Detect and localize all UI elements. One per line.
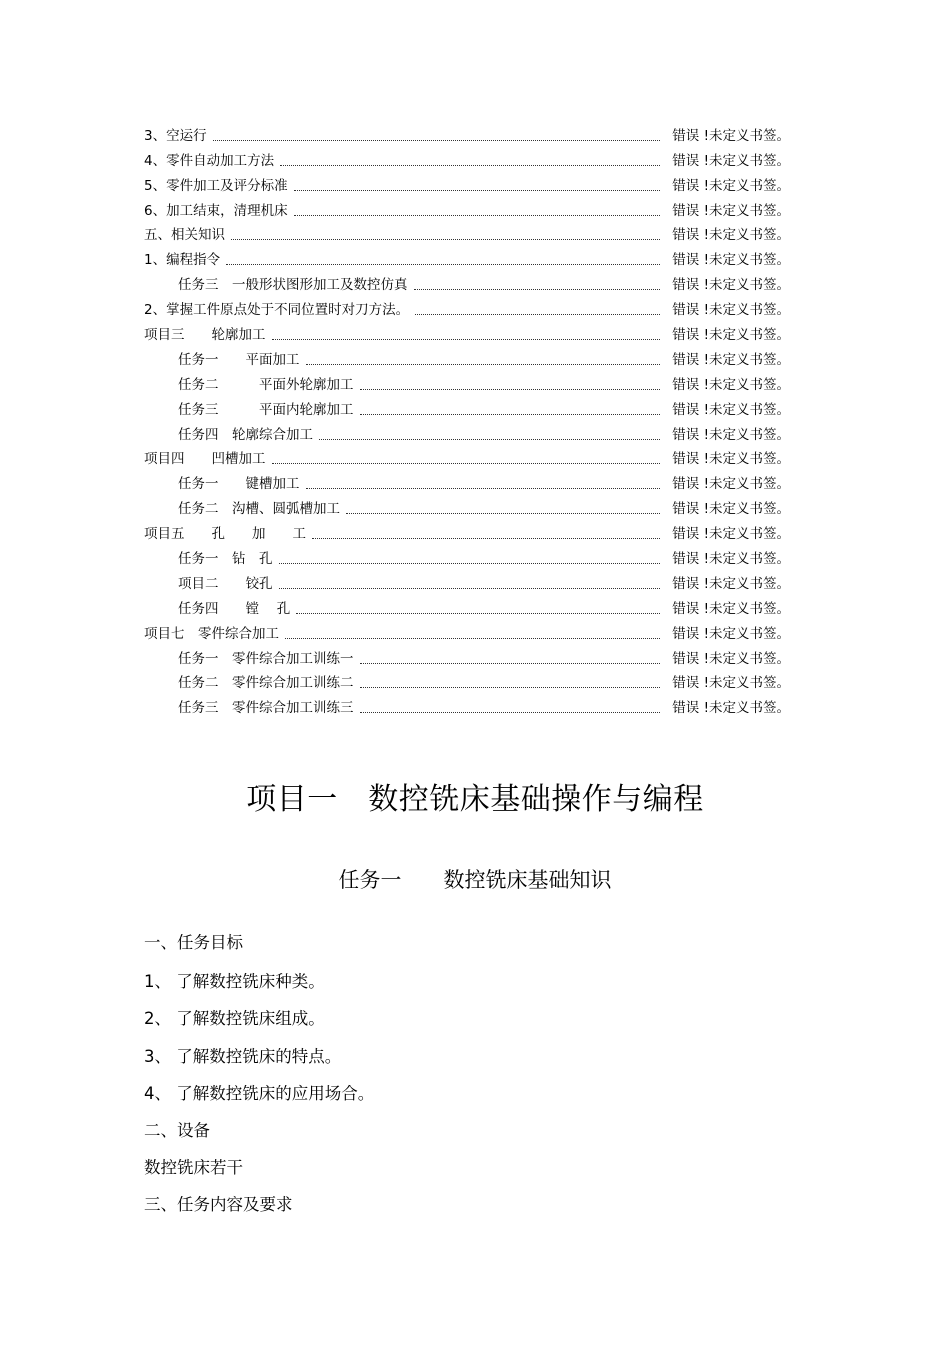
body-list-item: 2、 了解数控铣床组成。 — [144, 1009, 325, 1028]
toc-page-ref: 错误 !未定义书签。 — [672, 252, 790, 269]
toc-dot-leader — [294, 176, 661, 191]
toc-page-ref: 错误 !未定义书签。 — [672, 451, 790, 468]
toc-page-ref: 错误 !未定义书签。 — [672, 376, 790, 393]
toc-dot-leader — [360, 400, 661, 415]
toc-dot-leader — [279, 574, 661, 589]
body-list-item: 4、 了解数控铣床的应用场合。 — [144, 1084, 375, 1103]
toc-entry[interactable] — [144, 119, 790, 144]
section-subtitle: 任务一 数控铣床基础知识 — [338, 868, 612, 892]
body-list-item: 3、 了解数控铣床的特点。 — [144, 1047, 342, 1066]
toc-dot-leader — [360, 649, 661, 664]
toc-entry-label: 2、掌握工件原点处于不同位置时对刀方法。 — [144, 302, 410, 319]
body-paragraph: 数控铣床若干 — [144, 1158, 243, 1177]
toc-dot-leader — [272, 325, 661, 340]
toc-entry-label: 任务二 沟槽、圆弧槽加工 — [178, 501, 340, 518]
toc-dot-leader — [213, 126, 661, 141]
toc-entry-label: 任务四 镗 孔 — [178, 600, 291, 617]
toc-entry[interactable] — [144, 318, 790, 343]
toc-entry[interactable] — [144, 542, 790, 567]
toc-dot-leader — [306, 350, 661, 365]
toc-page-ref: 错误 !未定义书签。 — [672, 302, 790, 319]
toc-entry[interactable] — [144, 268, 790, 293]
toc-dot-leader — [296, 599, 660, 614]
toc-page-ref: 错误 !未定义书签。 — [672, 600, 790, 617]
toc-entry-label: 项目四 凹槽加工 — [144, 451, 266, 468]
toc-entry[interactable] — [144, 691, 790, 716]
toc-entry[interactable] — [144, 567, 790, 592]
toc-page-ref: 错误 !未定义书签。 — [672, 327, 790, 344]
toc-dot-leader — [306, 474, 661, 489]
toc-entry[interactable] — [144, 293, 790, 318]
toc-entry[interactable] — [144, 243, 790, 268]
toc-dot-leader — [319, 425, 660, 440]
toc-entry[interactable] — [144, 368, 790, 393]
toc-entry-label: 6、加工结束，清理机床 — [144, 202, 288, 219]
toc-page-ref: 错误 !未定义书签。 — [672, 700, 790, 717]
toc-entry[interactable] — [144, 169, 790, 194]
toc-entry-label: 任务二 平面外轮廓加工 — [178, 376, 354, 393]
toc-dot-leader — [360, 673, 661, 688]
toc-dot-leader — [312, 524, 660, 539]
toc-entry-label: 任务一 键槽加工 — [178, 476, 300, 493]
toc-dot-leader — [279, 549, 661, 564]
toc-page-ref: 错误 !未定义书签。 — [672, 675, 790, 692]
toc-entry[interactable] — [144, 194, 790, 219]
toc-page-ref: 错误 !未定义书签。 — [672, 625, 790, 642]
toc-dot-leader — [414, 275, 661, 290]
toc-entry[interactable] — [144, 393, 790, 418]
toc-entry-label: 项目三 轮廓加工 — [144, 327, 266, 344]
toc-entry[interactable] — [144, 144, 790, 169]
toc-entry-label: 任务三 零件综合加工训练三 — [178, 700, 354, 717]
toc-entry[interactable] — [144, 492, 790, 517]
toc-page-ref: 错误 !未定义书签。 — [672, 551, 790, 568]
toc-page-ref: 错误 !未定义书签。 — [672, 501, 790, 518]
toc-dot-leader — [294, 201, 661, 216]
toc-entry[interactable] — [144, 418, 790, 443]
toc-entry-label: 5、零件加工及评分标准 — [144, 177, 288, 194]
table-of-contents — [144, 119, 790, 716]
toc-dot-leader — [360, 698, 661, 713]
toc-entry-label: 项目七 零件综合加工 — [144, 625, 279, 642]
toc-entry[interactable] — [144, 219, 790, 244]
toc-page-ref: 错误 !未定义书签。 — [672, 476, 790, 493]
toc-entry[interactable] — [144, 467, 790, 492]
toc-entry[interactable] — [144, 517, 790, 542]
toc-page-ref: 错误 !未定义书签。 — [672, 277, 790, 294]
toc-page-ref: 错误 !未定义书签。 — [672, 526, 790, 543]
toc-entry-label: 项目五 孔 加 工 — [144, 526, 306, 543]
toc-entry-label: 项目二 铰孔 — [178, 575, 273, 592]
toc-page-ref: 错误 !未定义书签。 — [672, 202, 790, 219]
toc-dot-leader — [285, 624, 660, 639]
toc-entry-label: 任务一 平面加工 — [178, 351, 300, 368]
toc-entry-label: 任务二 零件综合加工训练二 — [178, 675, 354, 692]
toc-page-ref: 错误 !未定义书签。 — [672, 152, 790, 169]
toc-entry-label: 4、零件自动加工方法 — [144, 152, 275, 169]
toc-entry-label: 任务三 平面内轮廓加工 — [178, 401, 354, 418]
toc-entry-label: 任务四 轮廓综合加工 — [178, 426, 313, 443]
toc-entry[interactable] — [144, 667, 790, 692]
toc-page-ref: 错误 !未定义书签。 — [672, 575, 790, 592]
toc-entry-label: 3、空运行 — [144, 127, 207, 144]
toc-entry-label: 任务一 零件综合加工训练一 — [178, 650, 354, 667]
toc-page-ref: 错误 !未定义书签。 — [672, 227, 790, 244]
toc-entry[interactable] — [144, 443, 790, 468]
toc-entry[interactable] — [144, 617, 790, 642]
body-heading-objectives: 一、任务目标 — [144, 933, 243, 952]
toc-page-ref: 错误 !未定义书签。 — [672, 650, 790, 667]
toc-entry-label: 任务一 钻 孔 — [178, 551, 273, 568]
toc-entry[interactable] — [144, 642, 790, 667]
toc-page-ref: 错误 !未定义书签。 — [672, 426, 790, 443]
body-heading-requirements: 三、任务内容及要求 — [144, 1195, 293, 1214]
toc-entry[interactable] — [144, 592, 790, 617]
toc-page-ref: 错误 !未定义书签。 — [672, 177, 790, 194]
body-list-item: 1、 了解数控铣床种类。 — [144, 972, 325, 991]
toc-dot-leader — [280, 151, 660, 166]
toc-dot-leader — [272, 449, 661, 464]
toc-entry-label: 任务三 一般形状图形加工及数控仿真 — [178, 277, 408, 294]
toc-dot-leader — [415, 300, 660, 315]
toc-dot-leader — [226, 250, 660, 265]
toc-page-ref: 错误 !未定义书签。 — [672, 127, 790, 144]
toc-dot-leader — [360, 375, 661, 390]
toc-dot-leader — [231, 225, 660, 240]
toc-dot-leader — [346, 499, 660, 514]
body-heading-equipment: 二、设备 — [144, 1121, 210, 1140]
toc-entry[interactable] — [144, 343, 790, 368]
toc-page-ref: 错误 !未定义书签。 — [672, 401, 790, 418]
toc-page-ref: 错误 !未定义书签。 — [672, 351, 790, 368]
toc-entry-label: 1、编程指令 — [144, 252, 221, 269]
toc-entry-label: 五、相关知识 — [144, 227, 225, 244]
page-title: 项目一 数控铣床基础操作与编程 — [246, 782, 704, 817]
